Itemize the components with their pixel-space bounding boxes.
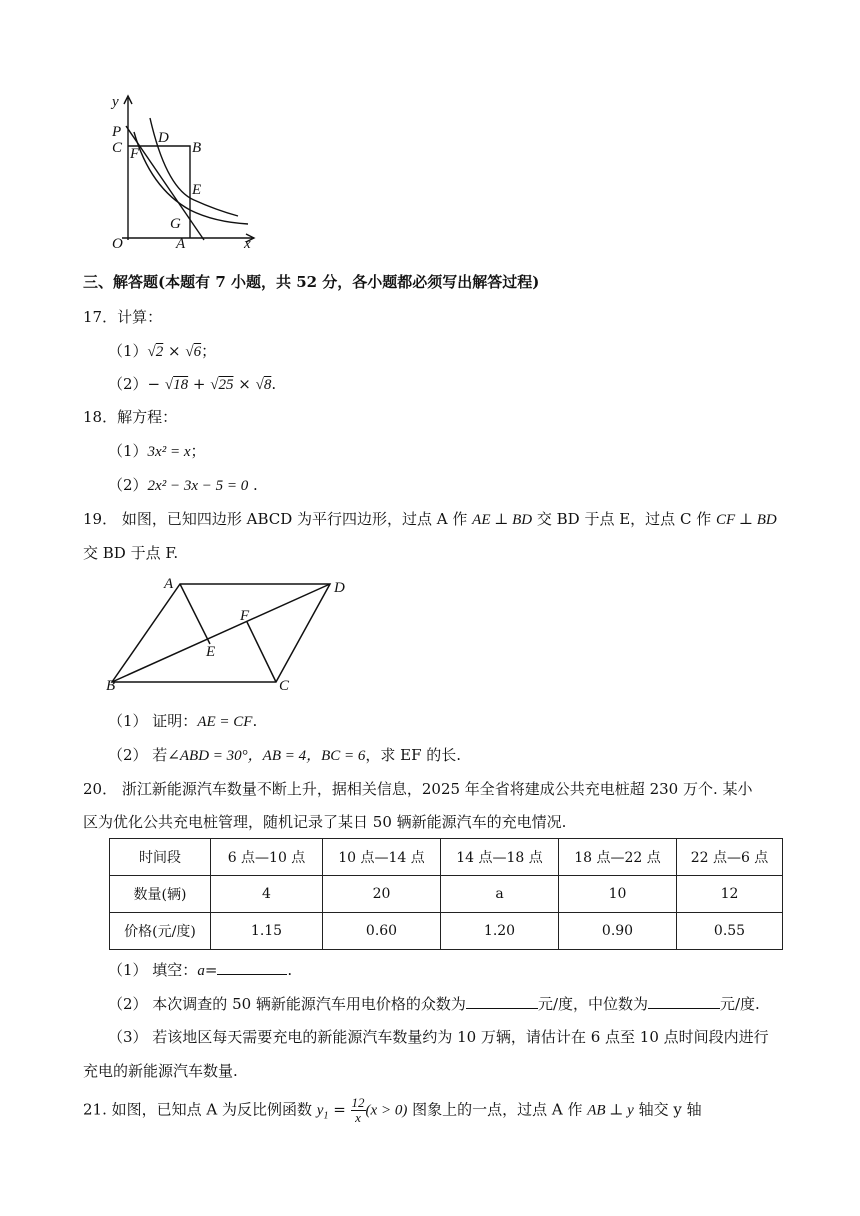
table-cell: 0.60: [323, 913, 441, 950]
segment-cf: [247, 622, 276, 682]
table-cell: 4: [211, 876, 323, 913]
table-cell: a: [441, 876, 559, 913]
q20-line2: 区为优化公共充电桩管理，随机记录了某日 50 辆新能源汽车的充电情况.: [83, 813, 567, 831]
table-cell: 12: [677, 876, 783, 913]
fig-label-y: y: [112, 94, 119, 110]
fig-label-a: A: [176, 236, 186, 252]
diagonal-bd: [112, 584, 330, 682]
answer-blank-mode[interactable]: [466, 994, 538, 1009]
fig-label-d: D: [334, 580, 345, 596]
table-cell: 6 点—10 点: [211, 839, 323, 876]
charging-table: [109, 838, 783, 950]
q18-stem: 18．解方程：: [83, 408, 178, 426]
fig-label-f: F: [240, 608, 250, 624]
q18-part2: （2）2x² − 3x − 5 = 0 .: [108, 476, 258, 494]
fig-label-x: x: [244, 236, 251, 252]
function-graph-figure: [104, 92, 264, 252]
table-cell: 1.20: [441, 913, 559, 950]
table-cell: 10: [559, 876, 677, 913]
table-cell: 价格(元/度): [110, 913, 211, 950]
answer-blank-a[interactable]: [217, 960, 287, 975]
q20-line1: 20． 浙江新能源汽车数量不断上升，据相关信息，2025 年全省将建成公共充电桩超 230 万个. 某小: [83, 780, 753, 798]
q19-part1: （1） 证明：AE = CF.: [108, 712, 258, 730]
table-cell: 20: [323, 876, 441, 913]
q19-part2: （2） 若∠ABD = 30°，AB = 4，BC = 6，求 EF 的长.: [108, 746, 462, 764]
q17-part1: （1）√2 × √6；: [108, 342, 217, 360]
answer-blank-median[interactable]: [648, 994, 720, 1009]
table-cell: 1.15: [211, 913, 323, 950]
q21-line1: 21. 如图，已知点 A 为反比例函数 $y_1$ = $\frac{12}{x}$ (x > 0) 图象上的一点，过点 A 作 AB ⊥ y 轴交 y 轴: [83, 1095, 702, 1125]
section-3-heading: 三、解答题(本题有 7 小题，共 52 分，各小题都必须写出解答过程): [83, 273, 540, 291]
table-row: [110, 913, 783, 950]
fig-label-d: D: [158, 130, 169, 146]
fig-label-b: B: [192, 140, 202, 156]
fig-label-g: G: [170, 216, 181, 232]
q20-part3-line1: （3） 若该地区每天需要充电的新能源汽车数量约为 10 万辆，请估计在 6 点至 10 点时间段内进行: [108, 1028, 769, 1046]
table-cell: 10 点—14 点: [323, 839, 441, 876]
fig-label-c: C: [279, 678, 290, 694]
fraction-12-over-x: $\frac{12}{x}$: [351, 1095, 365, 1125]
table-cell: 0.90: [559, 913, 677, 950]
q20-part1: （1） 填空：a= .: [108, 961, 293, 979]
table-row: [110, 839, 783, 876]
table-cell: 22 点—6 点: [677, 839, 783, 876]
fig-label-a: A: [164, 576, 174, 592]
q17-stem: 17．计算：: [83, 308, 163, 326]
q20-part2: （2） 本次调查的 50 辆新能源汽车用电价格的众数为 元/度，中位数为 元/度.: [108, 995, 760, 1013]
parallelogram-figure: [104, 574, 354, 694]
fig-label-e: E: [192, 182, 202, 198]
fig-label-o: O: [112, 236, 123, 252]
fig-label-c: C: [112, 140, 123, 156]
q19-line2: 交 BD 于点 F.: [83, 544, 179, 562]
segment-ae: [180, 584, 210, 644]
fig-label-f: F: [130, 146, 140, 162]
fig-label-b: B: [106, 678, 116, 694]
table-cell: 0.55: [677, 913, 783, 950]
q17-part2: （2）− √18 + √25 × √8.: [108, 375, 277, 393]
fig-label-e: E: [206, 644, 216, 660]
table-cell: 时间段: [110, 839, 211, 876]
table-cell: 数量(辆): [110, 876, 211, 913]
q20-part3-line2: 充电的新能源汽车数量.: [83, 1062, 238, 1080]
table-cell: 14 点—18 点: [441, 839, 559, 876]
q19-line1: 19． 如图，已知四边形 ABCD 为平行四边形，过点 A 作 AE ⊥ BD 交 BD 于点 E，过点 C 作 CF ⊥ BD: [83, 510, 777, 528]
table-cell: 18 点—22 点: [559, 839, 677, 876]
table-row: [110, 876, 783, 913]
q18-part1: （1）3x² = x；: [108, 442, 206, 460]
fig-label-p: P: [112, 124, 122, 140]
